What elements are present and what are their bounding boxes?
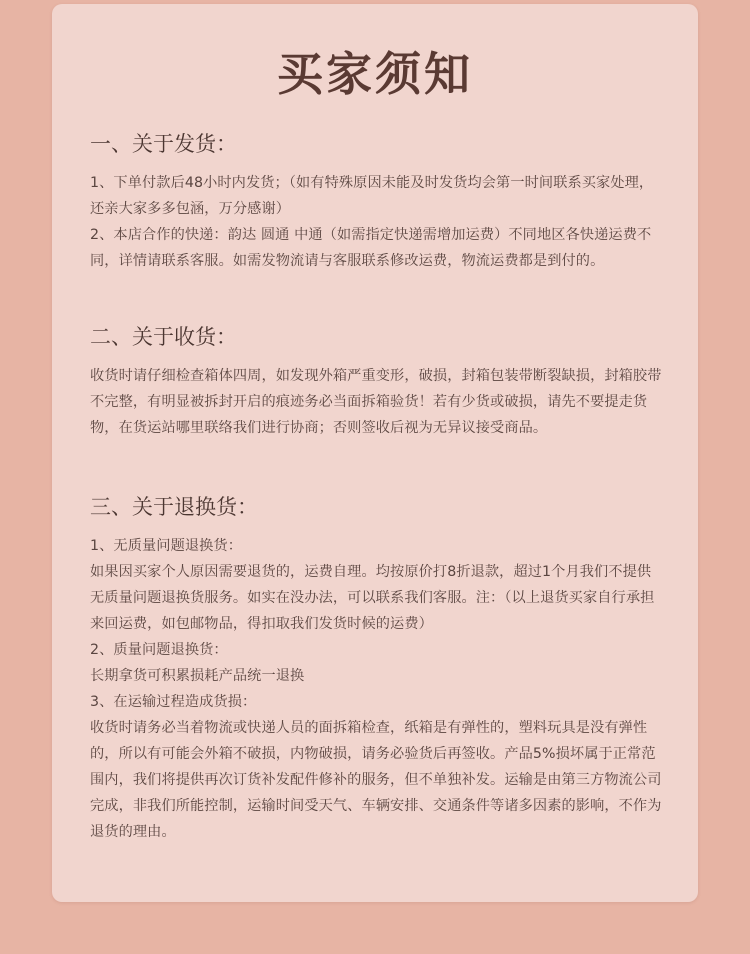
returns-subheading-no-quality-issue: 1、无质量问题退换货：: [90, 538, 243, 554]
notice-card: [52, 4, 698, 902]
receiving-text: 收货时请仔细检查箱体四周，如发现外箱严重变形，破损，封箱包装带断裂缺损，封箱胶带不完整，有明显被拆封开启的痕迹务必当面拆箱验货！若有少货或破损，请先不要提走货物，在货运站哪里联络我们进行协商；否则签收后视为无异议接受商品。: [90, 368, 662, 436]
section-receiving: [90, 323, 662, 441]
returns-text-no-quality-issue: 如果因买家个人原因需要退货的，运费自理。均按原价打8折退款，超过1个月我们不提供无质量问题退换货服务。如实在没办法，可以联系我们客服。注：（以上退货买家自行承担来回运费，如包邮物品，得扣取我们发货时候的运费）: [90, 564, 655, 632]
page-title: 买家须知: [277, 47, 473, 101]
returns-subheading-transport-damage: 3、在运输过程造成货损：: [90, 694, 257, 710]
returns-subheading-quality-issue: 2、质量问题退换货：: [90, 642, 228, 658]
section-heading: 一、关于发货：: [90, 132, 237, 156]
shipping-item-1: 1、下单付款后48小时内发货；（如有特殊原因未能及时发货均会第一时间联系买家处理，还亲大家多多包涵，万分感谢）: [90, 175, 654, 217]
returns-text-quality-issue: 长期拿货可积累损耗产品统一退换: [90, 668, 305, 684]
section-shipping: [90, 130, 662, 274]
section-heading: 二、关于收货：: [90, 325, 237, 349]
shipping-item-2: 2、本店合作的快递：韵达 圆通 中通（如需指定快递需增加运费）不同地区各快递运费不同，详情请联系客服。如需发物流请与客服联系修改运费，物流运费都是到付的。: [90, 227, 652, 269]
returns-text-transport-damage: 收货时请务必当着物流或快递人员的面拆箱检查，纸箱是有弹性的，塑料玩具是没有弹性的，所以有可能会外箱不破损，内物破损，请务必验货后再签收。产品5%损坏属于正常范围内，我们将提供再次订货补发配件修补的服务，但不单独补发。运输是由第三方物流公司完成，非我们所能控制，运输时间受天气、车辆安排、交通条件等诸多因素的影响，不作为退货的理由。: [90, 720, 662, 840]
section-heading: 三、关于退换货：: [90, 495, 258, 519]
section-returns: [90, 493, 662, 845]
